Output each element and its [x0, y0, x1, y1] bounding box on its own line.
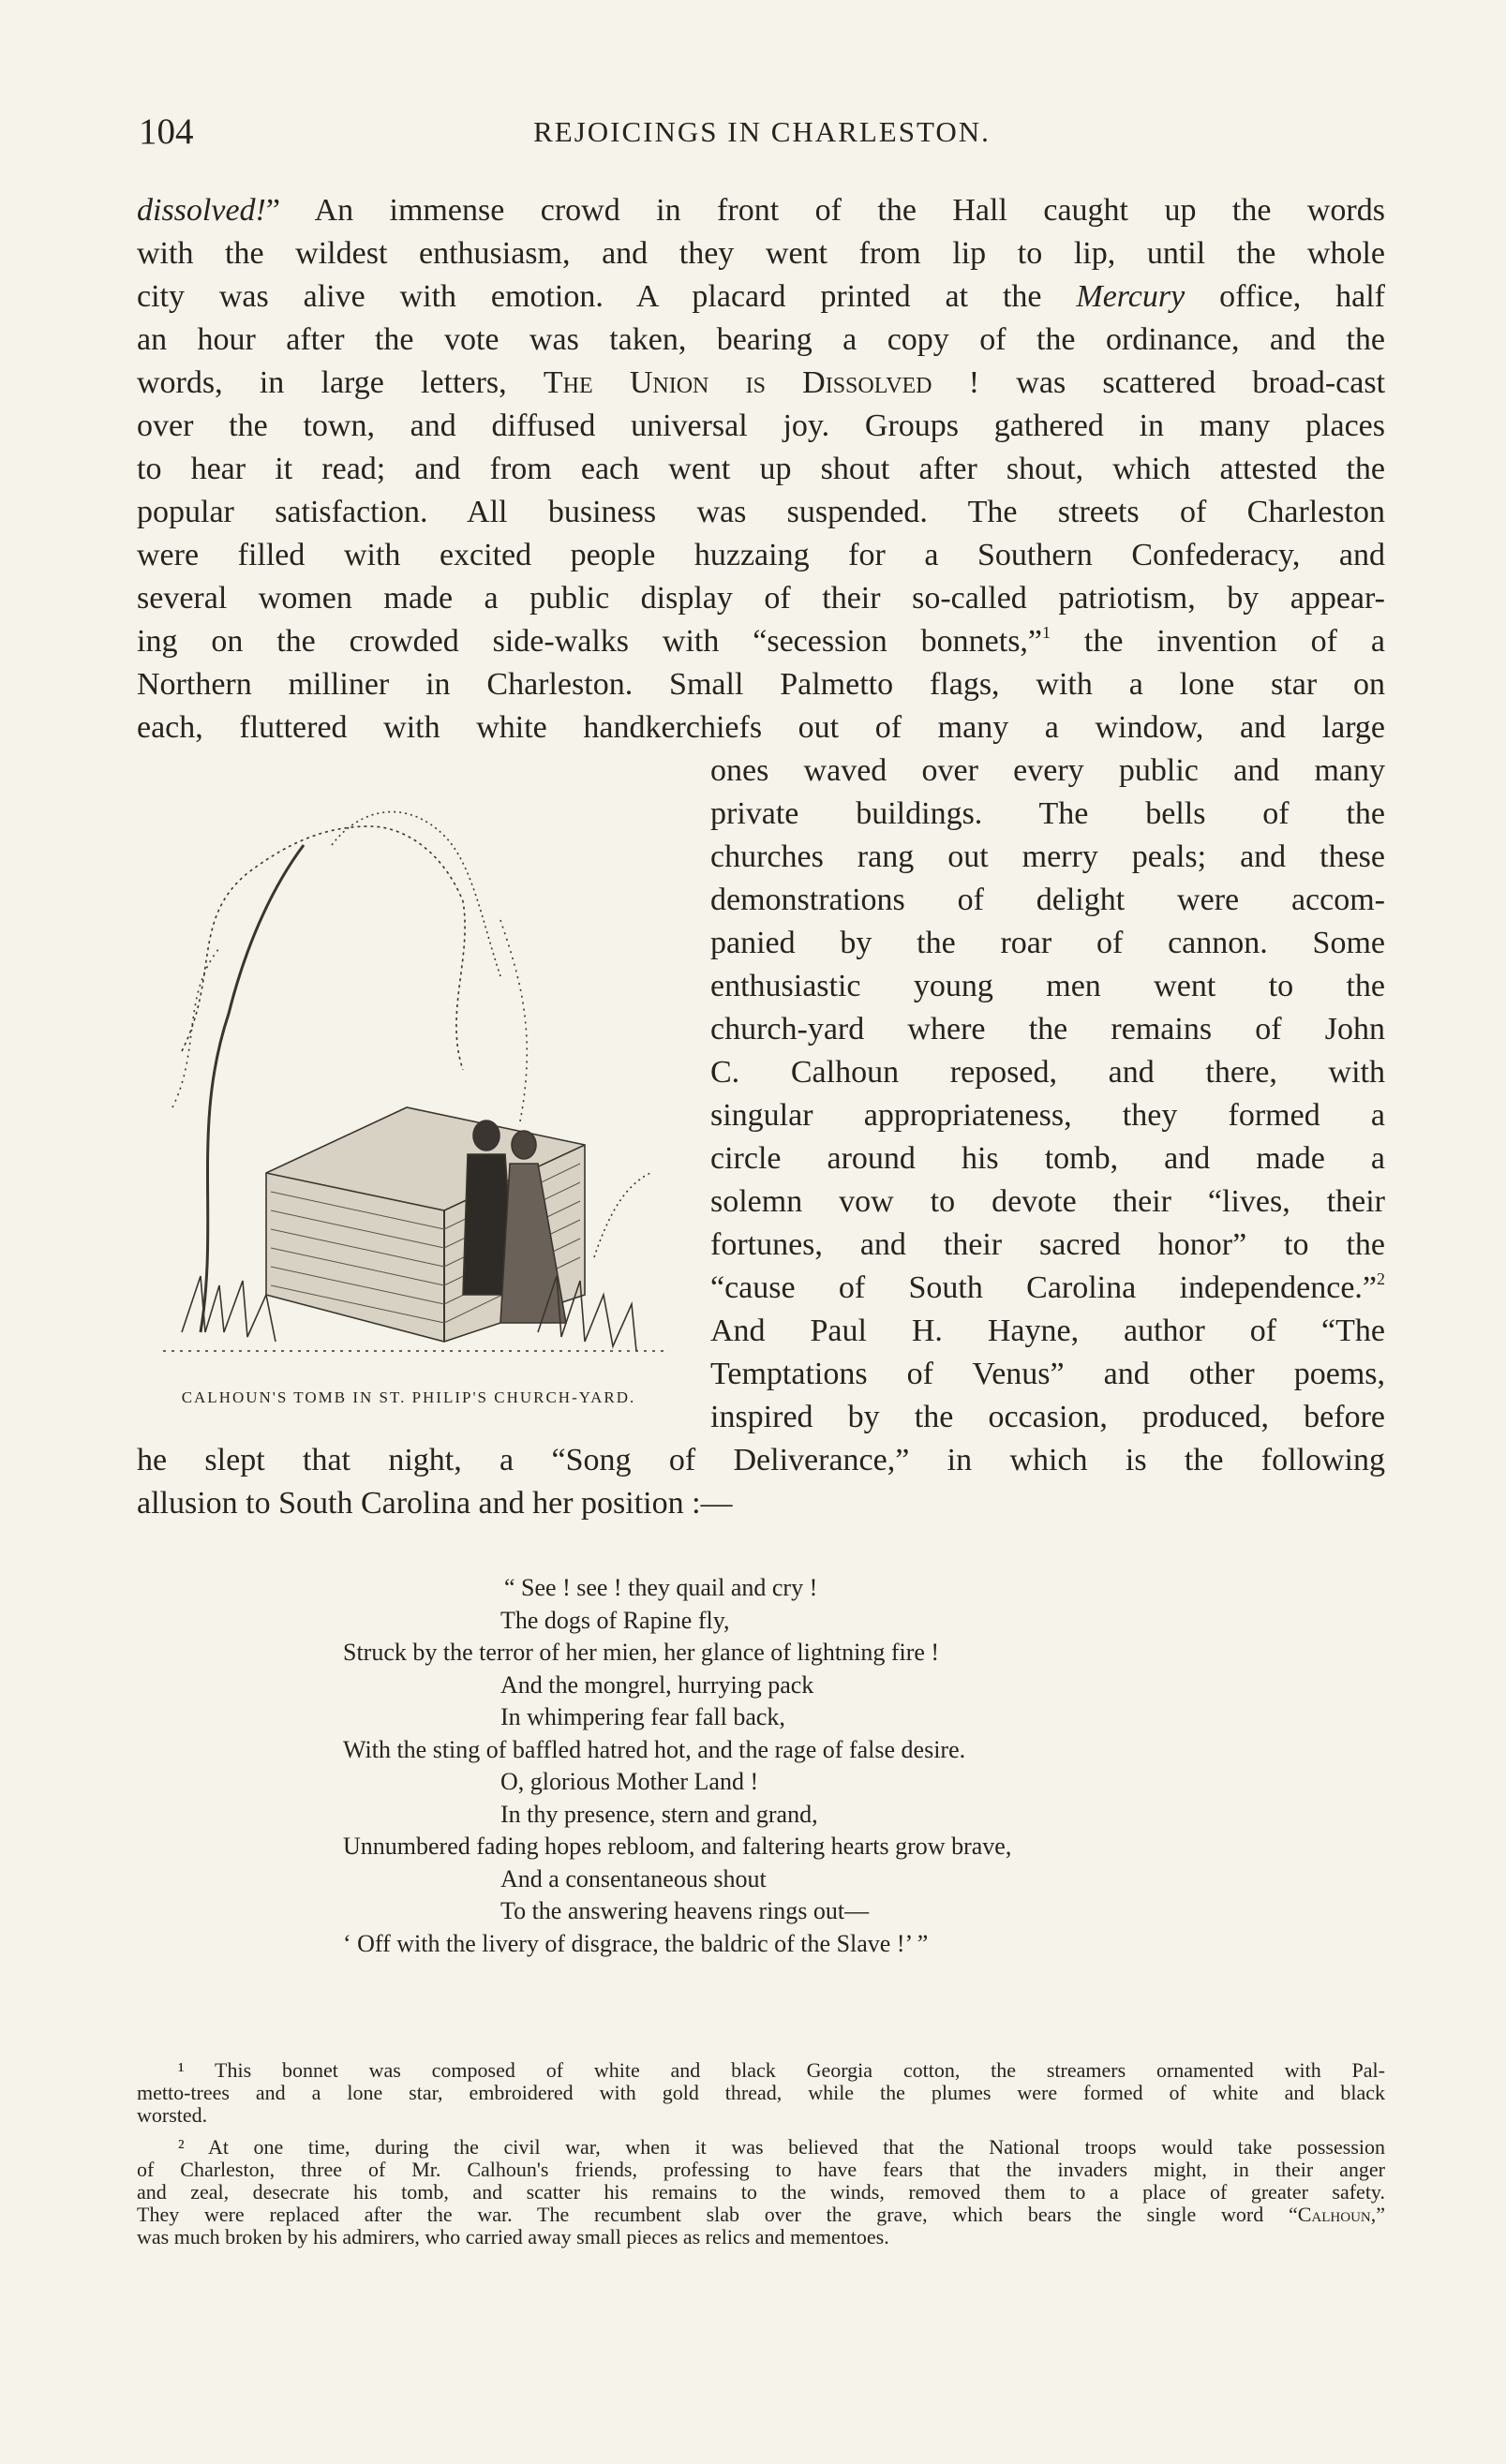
poem-line: “ See ! see ! they quail and cry !	[504, 1574, 818, 1601]
text-line: inspired by the occasion, produced, before	[710, 1400, 1385, 1434]
text-line: were filled with excited people huzzaing for a Southern Confederacy, and	[137, 538, 1385, 572]
newspaper-name: Mercury	[1076, 279, 1185, 314]
text-line	[137, 620, 1385, 663]
text-span: the invention of a	[1051, 624, 1385, 659]
text-italic: dissolved!	[137, 193, 266, 228]
text-span: ing on the crowded side-walks with “secession bonnets,”	[137, 624, 1043, 659]
text-line: demonstrations of delight were accom-	[710, 883, 1385, 917]
text-line: private buildings. The bells of the	[710, 796, 1385, 831]
text-span: ! was scattered broad-cast	[932, 365, 1386, 400]
text-line: church-yard where the remains of John	[710, 1012, 1385, 1046]
text-span: ,”	[1370, 2203, 1385, 2226]
footnote-line: and zeal, desecrate his tomb, and scatter his remains to the winds, removed them to a place of greater safety.	[137, 2180, 1385, 2204]
text-line	[137, 362, 1385, 405]
text-line: with the wildest enthusiasm, and they went from lip to lip, until the whole	[137, 236, 1385, 271]
poem-line: Struck by the terror of her mien, her glance of lightning fire !	[343, 1639, 940, 1666]
poem-line: To the answering heavens rings out—	[500, 1897, 870, 1924]
page-header	[139, 111, 1385, 157]
text-line: And Paul H. Hayne, author of “The	[710, 1314, 1385, 1348]
text-line: Temptations of Venus” and other poems,	[710, 1357, 1385, 1391]
footnote-line: was much broken by his admirers, who carried away small pieces as relics and mementoes.	[137, 2225, 889, 2249]
footnote-line: ² At one time, during the civil war, when it was believed that the National troops would take possession	[178, 2135, 1385, 2159]
text-line: panied by the roar of cannon. Some	[710, 926, 1385, 960]
footnote-line: of Charleston, three of Mr. Calhoun's friends, professing to have fears that the invaders might, in their anger	[137, 2158, 1385, 2181]
text-span: city was alive with emotion. A placard printed at the	[137, 279, 1077, 314]
tomb-word: Calhoun	[1297, 2203, 1371, 2226]
page-number: 104	[139, 111, 194, 152]
poem-line: The dogs of Rapine fly,	[500, 1606, 730, 1634]
tomb-engraving	[163, 770, 669, 1370]
text-line: he slept that night, a “Song of Deliverance,” in which is the following	[137, 1443, 1385, 1477]
poem-line: ‘ Off with the livery of disgrace, the baldric of the Slave !’ ”	[343, 1929, 929, 1957]
engraving-figure	[137, 770, 680, 1426]
text-line: solemn vow to devote their “lives, their	[710, 1184, 1385, 1219]
figure-caption: CALHOUN'S TOMB IN ST. PHILIP'S CHURCH-YARD.	[181, 1388, 636, 1406]
poem-line: And the mongrel, hurrying pack	[500, 1670, 814, 1699]
text-line: Northern milliner in Charleston. Small Palmetto flags, with a lone star on	[137, 667, 1385, 702]
footnote-line: metto-trees and a lone star, embroidered with gold thread, while the plumes were formed of white and black	[137, 2081, 1385, 2104]
poem-line: With the sting of baffled hatred hot, and the rage of false desire.	[343, 1735, 966, 1763]
text-line: each, fluttered with white handkerchiefs out of many a window, and large	[137, 710, 1385, 745]
poem-line: In whimpering fear fall back,	[500, 1703, 785, 1730]
running-head: REJOICINGS IN CHARLESTON.	[533, 115, 991, 148]
text-span: ” An immense crowd in front of the Hall caught up the words	[265, 193, 1385, 228]
footnote-ref: 2	[1377, 1269, 1385, 1288]
footnote-2	[137, 2136, 1385, 2249]
text-line	[137, 275, 1385, 319]
text-line: circle around his tomb, and made a	[710, 1141, 1385, 1176]
poem-block	[343, 1572, 1261, 1960]
text-span: They were replaced after the war. The recumbent slab over the grave, which bears the single word “	[137, 2203, 1298, 2226]
text-line: singular appropriateness, they formed a	[710, 1098, 1385, 1133]
text-line: an hour after the vote was taken, bearing a copy of the ordinance, and the	[137, 322, 1385, 357]
text-line: to hear it read; and from each went up shout after shout, which attested the	[137, 452, 1385, 486]
text-line: allusion to South Carolina and her position :—	[137, 1486, 733, 1521]
text-span: “cause of South Carolina independence.”	[710, 1270, 1377, 1305]
poem-line: And a consentaneous shout	[500, 1864, 767, 1893]
text-line: C. Calhoun reposed, and there, with	[710, 1055, 1385, 1090]
placard-words: The Union is Dissolved	[543, 365, 932, 400]
text-line: enthusiastic young men went to the	[710, 969, 1385, 1003]
footnote-line: worsted.	[137, 2103, 208, 2127]
text-line	[137, 189, 1385, 232]
text-line: ones waved over every public and many	[710, 753, 1385, 788]
text-span: words, in large letters,	[137, 365, 544, 400]
text-line: churches rang out merry peals; and these	[710, 839, 1385, 874]
poem-line: In thy presence, stern and grand,	[500, 1800, 818, 1828]
footnote-ref: 1	[1042, 623, 1051, 642]
poem-line: O, glorious Mother Land !	[500, 1768, 759, 1795]
text-line: fortunes, and their sacred honor” to the	[710, 1227, 1385, 1262]
footnotes	[137, 2059, 1385, 2258]
text-line	[710, 1267, 1385, 1310]
footnote-line	[137, 2204, 1385, 2226]
poem-line: Unnumbered fading hopes rebloom, and faltering hearts grow brave,	[343, 1833, 1012, 1860]
footnote-1	[137, 2059, 1385, 2127]
text-line: several women made a public display of their so-called patriotism, by appear-	[137, 581, 1385, 616]
text-line: popular satisfaction. All business was suspended. The streets of Charleston	[137, 495, 1385, 529]
text-line: over the town, and diffused universal joy. Groups gathered in many places	[137, 408, 1385, 443]
text-span: office, half	[1185, 279, 1385, 314]
footnote-line: ¹ This bonnet was composed of white and black Georgia cotton, the streamers ornamented with Pal-	[178, 2058, 1385, 2082]
